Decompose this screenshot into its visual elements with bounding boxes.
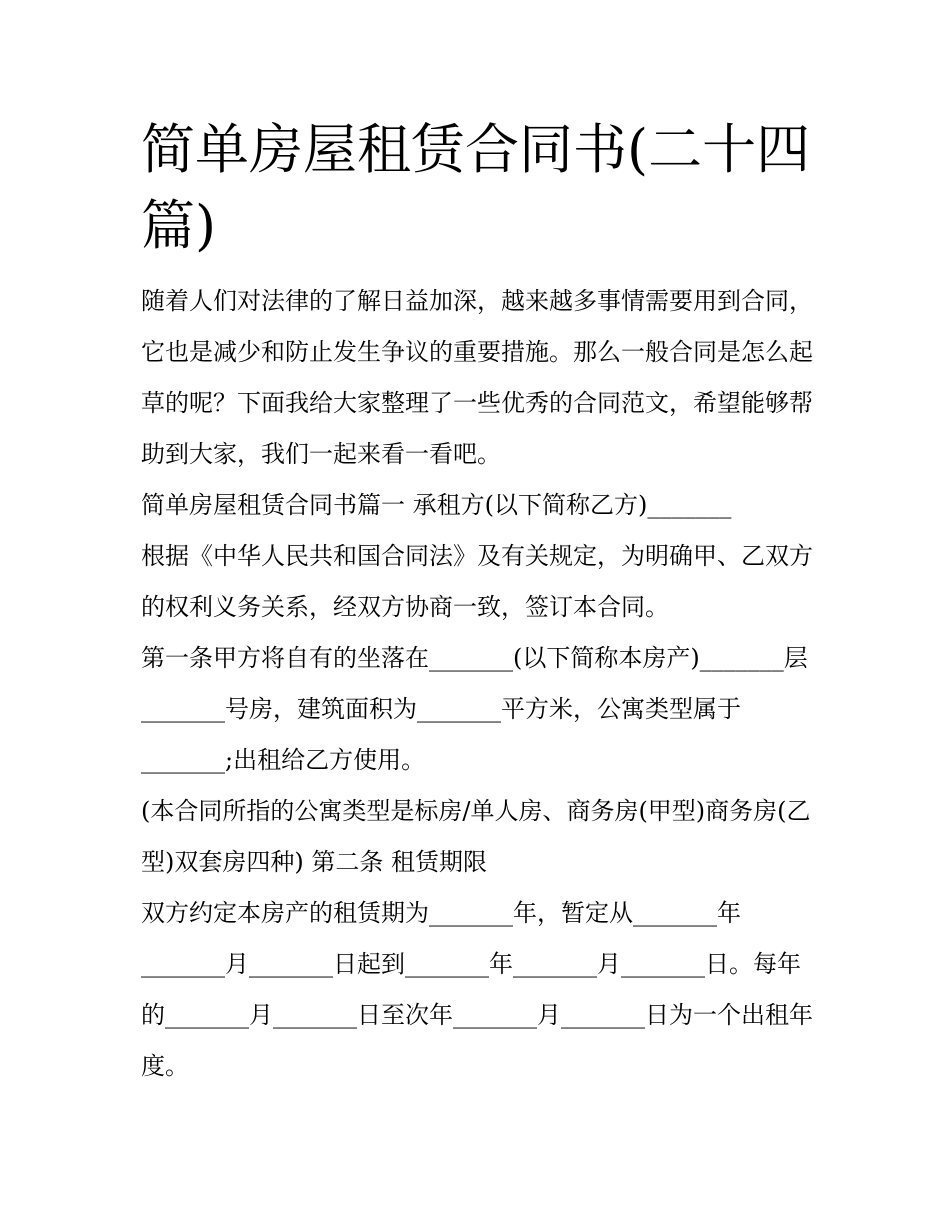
intro-paragraph: 随着人们对法律的了解日益加深，越来越多事情需要用到合同，它也是减少和防止发生争议的重要措施。那么一般合同是怎么起草的呢？下面我给大家整理了一些优秀的合同范文，希望能够帮助到大家，我们一起来看一看吧。 <box>141 287 813 468</box>
document-title: 简单房屋租赁合同书(二十四篇) <box>141 118 811 257</box>
contract-heading-paragraph: 简单房屋租赁合同书篇一 承租方(以下简称乙方)_______ <box>141 491 732 519</box>
legal-basis-paragraph: 根据《中华人民共和国合同法》及有关规定，为明确甲、乙双方的权利义务关系，经双方协商一致，签订本合同。 <box>141 542 813 621</box>
lease-term-paragraph: 双方约定本房产的租赁期为_______年，暂定从_______年_______月_______日起到_______年_______月_______日。每年的_______月_______日至次年_______月_______日为一个出租年度。 <box>141 899 813 1080</box>
document-body <box>141 276 821 1092</box>
article-one-paragraph: 第一条甲方将自有的坐落在_______(以下简称本房产)_______层_______号房，建筑面积为_______平方米，公寓类型属于_______;出租给乙方使用。 <box>141 644 808 774</box>
apartment-type-note-paragraph: (本合同所指的公寓类型是标房/单人房、商务房(甲型)商务房(乙型)双套房四种) 第二条 租赁期限 <box>141 797 811 876</box>
